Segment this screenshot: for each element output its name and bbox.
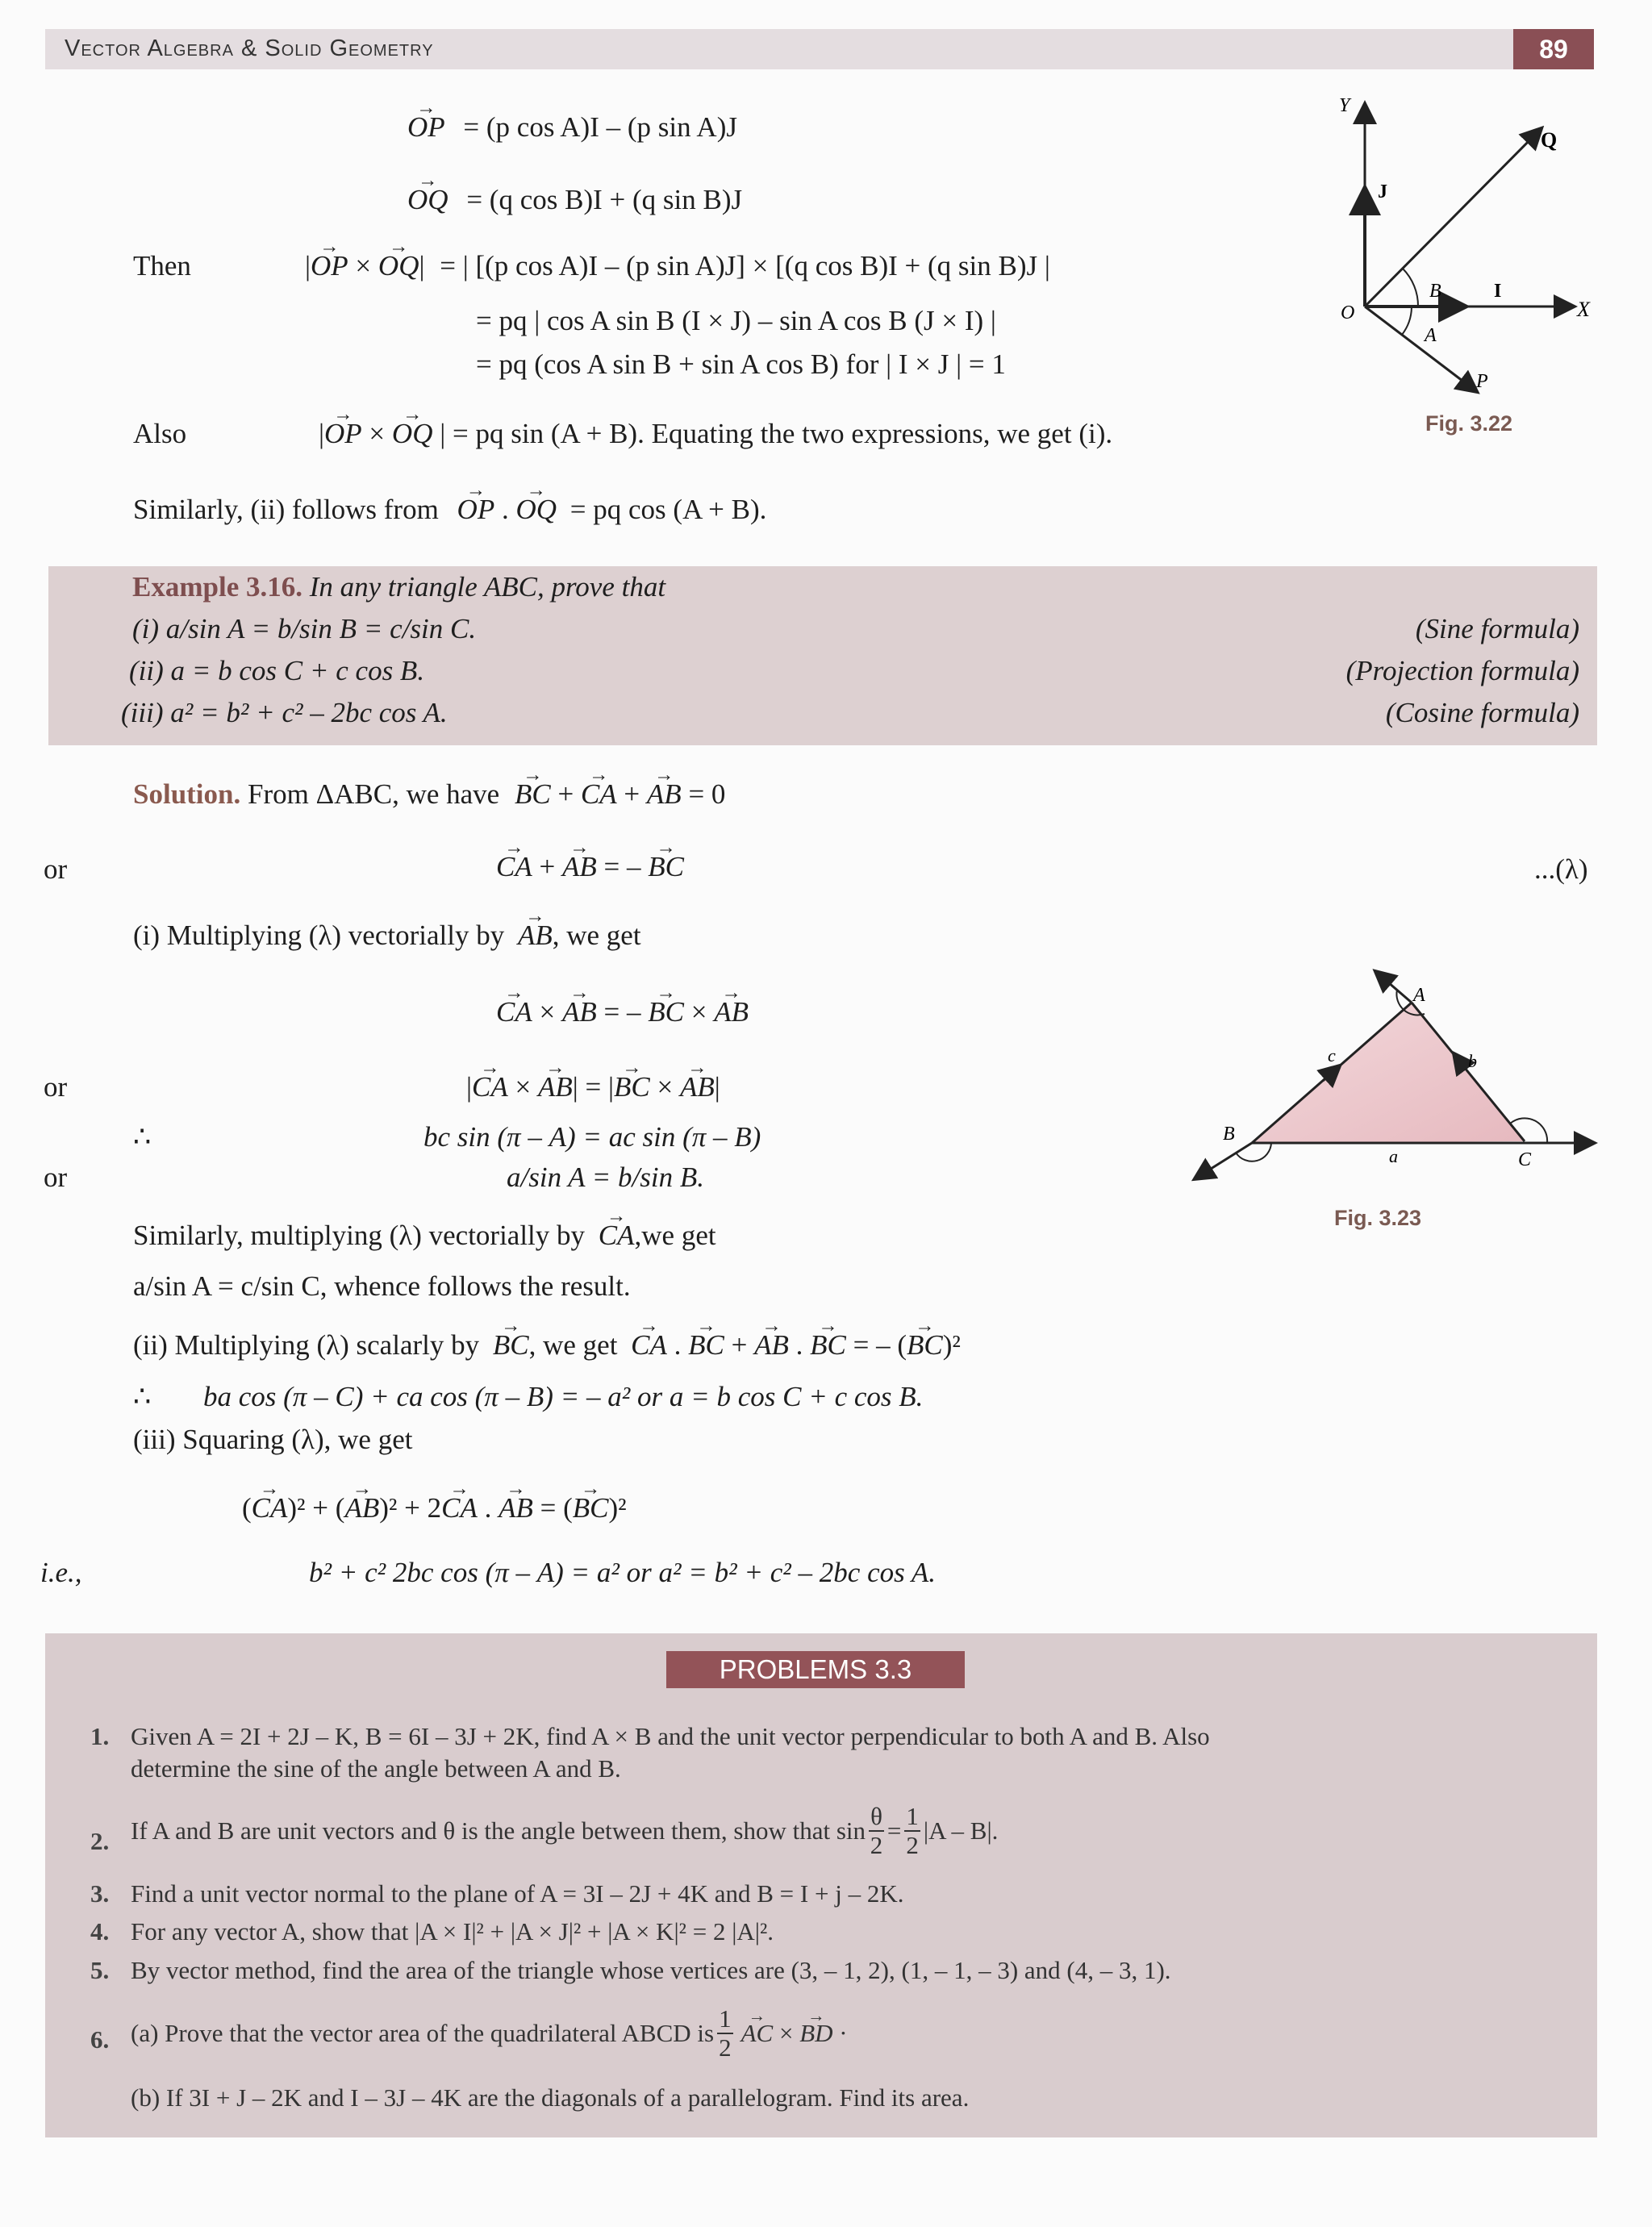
q-label: Q (1541, 128, 1558, 152)
oq-rhs: = (q cos B)I + (q sin B)J (466, 184, 743, 215)
step-ii-text: (ii) Multiplying (λ) scalarly by (133, 1329, 480, 1361)
expansion-line-3: = pq (cos A sin B + sin A cos B) for | I × J | = 1 (476, 348, 1006, 380)
running-title: Vector Algebra & Solid Geometry (65, 35, 434, 61)
vector-op-line (1365, 307, 1476, 391)
problem-6a-line: (a) Prove that the vector area of the quadrilateral ABCD is $\frac{1}{2}$ → AC × → BD · (131, 2000, 848, 2066)
step-iii-line: (iii) Squaring (λ), we get (133, 1424, 413, 1455)
side-b-extension (1376, 972, 1412, 1003)
step-i-text: (i) Multiplying (λ) vectorially by (133, 920, 505, 951)
a-sin-equation: a/sin A = b/sin B. (507, 1161, 704, 1193)
example-item-3-name: (Cosine formula) (1385, 697, 1579, 728)
a-angle-label: A (1425, 325, 1437, 346)
cosine-result: b² + c² 2bc cos (π – A) = a² or a² = b² + c² – 2bc cos A. (309, 1557, 936, 1588)
example-box (48, 566, 1597, 745)
step-i-line: (i) Multiplying (λ) vectorially by → AB, we get (133, 920, 641, 952)
op-equation (407, 111, 737, 144)
similarly-mult-end: ,we get (634, 1220, 716, 1251)
solution-intro-rhs: = 0 (688, 778, 726, 810)
problem-6b-text: (b) If 3I + J – 2K and I – 3J – 4K are the diagonals of a parallelogram. Find its area. (131, 2083, 970, 2112)
solution-intro: Solution. From ΔABC, we have → BC + → CA + → AB = 0 (133, 778, 725, 811)
therefore-2: ∴ (133, 1381, 152, 1412)
therefore-1: ∴ (133, 1121, 152, 1153)
problem-4-text: For any vector A, show that |A × I|² + |A × J|² + |A × K|² = 2 |A|². (131, 1917, 774, 1945)
ie-label: i.e., (40, 1557, 82, 1588)
problem-5-text: By vector method, find the area of the triangle whose vertices are (3, – 1, 2), (1, – 1, – 3) and (4, – 3, 1). (131, 1956, 1171, 1984)
example-item-1: (i) a/sin A = b/sin B = c/sin C. (132, 613, 477, 644)
side-c-label: c (1328, 1045, 1336, 1066)
one-half-6a: $\frac{1}{2}$ (719, 2004, 732, 2062)
problem-1-text-2: determine the sine of the angle between A and B. (131, 1754, 621, 1783)
problem-1-text: Given A = 2I + 2J – K, B = 6I – 3J + 2K, find A × B and the unit vector perpendicular to both A and B. Also (131, 1722, 1210, 1750)
b-angle-label: B (1429, 281, 1441, 302)
similarly-mult-line: Similarly, multiplying (λ) vectorially by → CA,we get (133, 1220, 716, 1252)
vertex-a-label: A (1413, 985, 1425, 1006)
example-item-1-name: (Sine formula) (1415, 613, 1579, 644)
bc-sin-equation: bc sin (π – A) = ac sin (π – B) (423, 1121, 761, 1153)
oq-equation (407, 184, 742, 216)
modulus-equation: |→ CA × → AB| = |→ BC × → AB| (466, 1071, 720, 1103)
squared-equation: (→ CA)² + (→ AB)² + 2→ CA . → AB = (→ BC)² (242, 1492, 627, 1524)
lambda-tag: ...(λ) (1534, 853, 1588, 885)
angle-a-arc (1402, 307, 1412, 335)
angle-b-arc (1403, 269, 1418, 307)
p-label: P (1476, 371, 1488, 392)
also-rhs: | = pq sin (A + B). Equating the two expressions, we get (i). (440, 418, 1113, 449)
vector-oq: → OQ (407, 184, 448, 216)
or-label-1: or (44, 853, 68, 885)
figure-3-22-caption: Fig. 3.22 (1425, 411, 1513, 436)
step-i-end: , we get (552, 920, 641, 951)
then-label: Then (133, 250, 191, 282)
cross-product-line: |→ OP × → OQ| = | [(p cos A)I – (p sin A)J] × [(q cos B)I + (q sin B)J | (305, 250, 1050, 282)
vector-oq: → OQ (392, 418, 433, 450)
lambda-equation: → CA + → AB = – → BC (496, 851, 684, 883)
op-rhs: = (p cos A)I – (p sin A)J (463, 111, 737, 143)
problem-6-number: 6. (90, 2025, 110, 2054)
vertex-b-label: B (1223, 1124, 1235, 1145)
example-heading-line (132, 571, 665, 603)
problem-1-number: 1. (90, 1722, 110, 1750)
side-b-label: b (1468, 1051, 1477, 1071)
example-prompt: In any triangle ABC, prove that (309, 571, 666, 603)
problem-4-number: 4. (90, 1917, 110, 1945)
vertex-c-label: C (1518, 1149, 1532, 1170)
step-ii-line: (ii) Multiplying (λ) scalarly by → BC, we get → CA . → BC + → AB . → BC = – (→ BC)² (133, 1329, 961, 1362)
projection-result: ba cos (π – C) + ca cos (π – B) = – a² or a = b cos C + c cos B. (203, 1381, 924, 1412)
problems-box (45, 1633, 1597, 2137)
theta-over-2: $\frac{\theta}{2}$ (870, 1801, 883, 1859)
similarly-mult-text: Similarly, multiplying (λ) vectorially by (133, 1220, 586, 1251)
figure-3-22 (1323, 89, 1621, 411)
problem-3-number: 3. (90, 1879, 110, 1908)
vector-oq: → OQ (515, 494, 557, 526)
problem-3-text: Find a unit vector normal to the plane of A = 3I – 2J + 4K and B = I + j – 2K. (131, 1879, 904, 1908)
problem-2-text-2: |A – B|. (923, 1816, 999, 1845)
figure-3-23 (1186, 964, 1605, 1190)
o-label: O (1341, 302, 1355, 323)
angle-b-arc (1236, 1143, 1271, 1161)
problem-2-number: 2. (90, 1827, 110, 1855)
example-item-2-name: (Projection formula) (1345, 655, 1579, 686)
solution-label: Solution. (133, 778, 241, 810)
one-half: $\frac{1}{2}$ (906, 1801, 919, 1859)
similarly-text: Similarly, (ii) follows from (133, 494, 439, 525)
expansion-line-2: = pq | cos A sin B (I × J) – sin A cos B (J × I) | (476, 305, 996, 336)
example-heading: Example 3.16. (132, 571, 302, 603)
cross-ca-ab: → CA × → AB = – → BC × → AB (496, 996, 749, 1028)
vector-oq: → OQ (378, 250, 419, 282)
side-c-extension (1195, 1143, 1252, 1178)
whence-line: a/sin A = c/sin C, whence follows the result. (133, 1270, 631, 1302)
x-label: X (1577, 298, 1590, 321)
problems-badge: PROBLEMS 3.3 (666, 1651, 965, 1688)
solution-intro-text: From ΔABC, we have (248, 778, 500, 810)
or-label-3: or (44, 1161, 68, 1193)
or-label-2: or (44, 1071, 68, 1103)
figure-3-23-caption: Fig. 3.23 (1334, 1206, 1422, 1230)
example-item-2: (ii) a = b cos C + c cos B. (129, 655, 425, 686)
page-number: 89 (1513, 29, 1594, 69)
vector-op: → OP (311, 250, 348, 282)
problem-6a-text: (a) Prove that the vector area of the quadrilateral ABCD is (131, 2019, 715, 2047)
y-label: Y (1339, 95, 1350, 116)
j-label: J (1378, 181, 1387, 202)
example-item-3: (iii) a² = b² + c² – 2bc cos A. (121, 697, 448, 728)
problem-2-line: If A and B are unit vectors and θ is the angle between them, show that sin $\frac{\theta}{2}$ = $\frac{1}{2}$ |A – B|. (131, 1801, 999, 1859)
vector-op: → OP (457, 494, 495, 526)
page-header (45, 29, 1594, 69)
vector-op: → OP (324, 418, 362, 450)
then-rhs: = | [(p cos A)I – (p sin A)J] × [(q cos B)I + (q sin B)J | (440, 250, 1050, 282)
i-label: I (1494, 281, 1502, 302)
problem-2-text: If A and B are unit vectors and θ is the angle between them, show that sin (131, 1816, 866, 1845)
problem-5-number: 5. (90, 1956, 110, 1984)
vector-oq-line (1365, 129, 1541, 307)
also-equation: |→ OP × → OQ | = pq sin (A + B). Equating the two expressions, we get (i). (319, 418, 1112, 450)
similarly-line: Similarly, (ii) follows from → OP . → OQ = pq cos (A + B). (133, 494, 766, 526)
also-label: Also (133, 418, 187, 449)
side-a-label: a (1389, 1146, 1398, 1166)
similarly-rhs: = pq cos (A + B). (569, 494, 767, 525)
vector-op: → OP (407, 111, 445, 144)
step-ii-mid: , we get (528, 1329, 618, 1361)
